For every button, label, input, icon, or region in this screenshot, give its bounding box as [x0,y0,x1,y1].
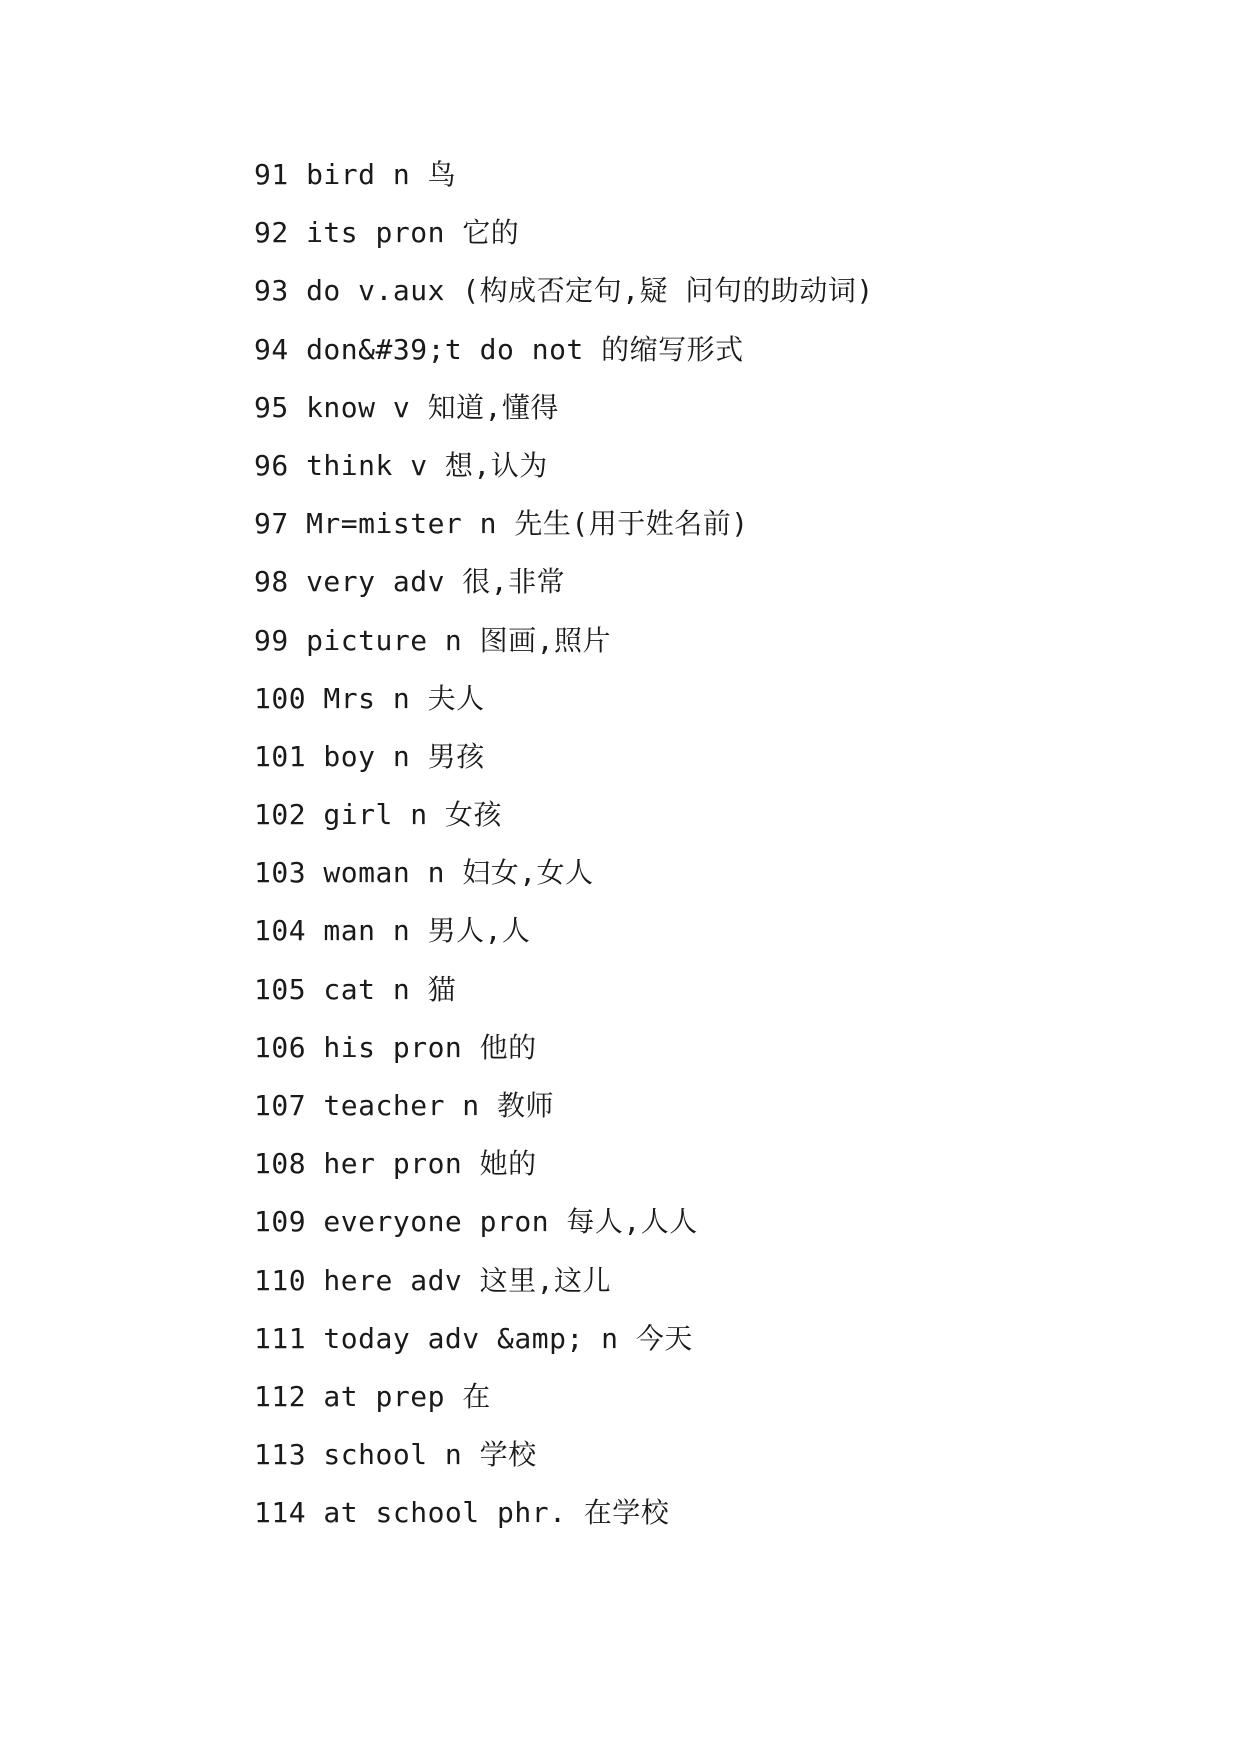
vocabulary-entry: 99 picture n 图画,照片 [254,623,612,657]
vocabulary-entry: 102 girl n 女孩 [254,798,502,832]
vocabulary-entry: 114 at school phr. 在学校 [254,1496,670,1530]
vocabulary-entry: 103 woman n 妇女,女人 [254,856,594,890]
vocabulary-entry: 105 cat n 猫 [254,972,457,1006]
vocabulary-entry: 108 her pron 她的 [254,1147,537,1181]
vocabulary-entry: 112 at prep 在 [254,1379,491,1413]
vocabulary-entry: 96 think v 想,认为 [254,448,548,482]
vocabulary-entry: 95 know v 知道,懂得 [254,390,559,424]
vocabulary-entry: 100 Mrs n 夫人 [254,681,485,715]
vocabulary-entry: 110 here adv 这里,这儿 [254,1263,612,1297]
vocabulary-entry: 104 man n 男人,人 [254,914,531,948]
vocabulary-entry: 113 school n 学校 [254,1438,537,1472]
vocabulary-entry: 93 do v.aux (构成否定句,疑 问句的助动词) [254,274,874,308]
vocabulary-entry: 97 Mr=mister n 先生(用于姓名前) [254,507,749,541]
vocabulary-entry: 109 everyone pron 每人,人人 [254,1205,698,1239]
vocabulary-entry: 92 its pron 它的 [254,216,520,250]
vocabulary-entry: 94 don&#39;t do not 的缩写形式 [254,332,744,366]
vocabulary-entry: 101 boy n 男孩 [254,739,485,773]
vocabulary-entry: 91 bird n 鸟 [254,158,457,191]
vocabulary-list [254,160,874,1557]
vocabulary-entry: 111 today adv &amp; n 今天 [254,1321,693,1355]
vocabulary-entry: 107 teacher n 教师 [254,1089,555,1122]
vocabulary-entry: 106 his pron 他的 [254,1030,537,1064]
vocabulary-entry: 98 very adv 很,非常 [254,565,566,599]
